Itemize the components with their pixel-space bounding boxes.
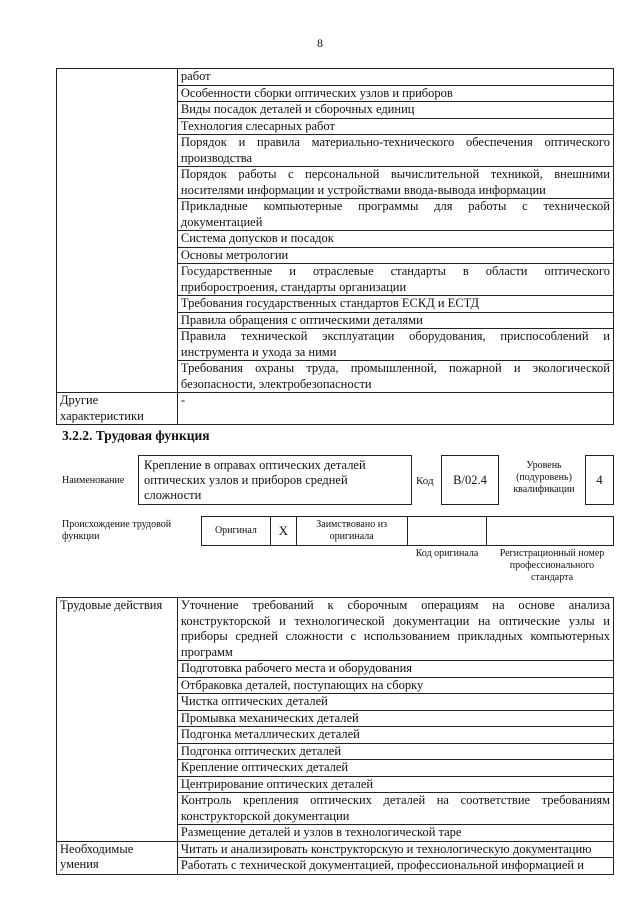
skills-label: Необходимые умения (57, 841, 178, 874)
action-item: Подгонка оптических деталей (177, 743, 613, 760)
action-item: Подгонка металлических деталей (177, 727, 613, 744)
other-characteristics-label: Другие характеристики (57, 393, 178, 425)
actions-label: Трудовые действия (57, 598, 178, 842)
knowledge-item: Государственные и отраслевые стандарты в области оптического приборостроения, стандарты организации (177, 264, 613, 296)
reg-number-label: Регистрационный номер профессионального стандарта (499, 548, 605, 583)
knowledge-item: Порядок работы с персональной вычислительной техникой, внешними носителями информации и устройствами ввода-вывода информации (177, 167, 613, 199)
original-code-label: Код оригинала (415, 548, 479, 559)
knowledge-item: Прикладные компьютерные программы для работы с технической документацией (177, 199, 613, 231)
other-characteristics-value: - (177, 393, 613, 425)
knowledge-item: Требования охраны труда, промышленной, пожарной и экологической безопасности, электробезопасности (177, 361, 613, 393)
action-item: Чистка оптических деталей (177, 694, 613, 711)
origin-label: Происхождение трудовой функции (62, 519, 172, 542)
action-item: Уточнение требований к сборочным операциям на основе анализа конструкторской и технологической документации на оптические узлы и приборы средней сложности с использованием прикладных компьютерных программ (177, 598, 613, 661)
name-label: Наименование (62, 475, 125, 486)
action-item: Крепление оптических деталей (177, 760, 613, 777)
knowledge-item: Особенности сборки оптических узлов и приборов (177, 85, 613, 102)
skill-item: Работать с технической документацией, профессиональной информацией и (177, 858, 613, 875)
action-item: Центрирование оптических деталей (177, 776, 613, 793)
knowledge-item: Требования государственных стандартов ЕСКД и ЕСТД (177, 296, 613, 313)
knowledge-item: Основы метрологии (177, 247, 613, 264)
action-item: Подготовка рабочего места и оборудования (177, 661, 613, 678)
original-code-cell (407, 516, 488, 546)
original-mark: X (270, 516, 297, 546)
knowledge-item: Система допусков и посадок (177, 231, 613, 248)
level-value-box: 4 (585, 455, 614, 505)
page-bottom-margin (0, 880, 640, 922)
code-value-box: B/02.4 (441, 455, 499, 505)
original-label: Оригинал (201, 516, 271, 546)
knowledge-item: Технология слесарных работ (177, 118, 613, 135)
action-item: Отбраковка деталей, поступающих на сборку (177, 677, 613, 694)
knowledge-label-cell (57, 69, 178, 393)
reg-number-cell (486, 516, 614, 546)
section-title: 3.2.2. Трудовая функция (62, 428, 210, 443)
skill-item: Читать и анализировать конструкторскую и технологическую документацию (177, 841, 613, 858)
page-number: 8 (317, 36, 323, 50)
knowledge-item: Правила обращения с оптическими деталями (177, 312, 613, 329)
borrowed-label: Заимствовано из оригинала (296, 516, 408, 546)
code-label: Код (416, 475, 434, 487)
action-item: Промывка механических деталей (177, 710, 613, 727)
knowledge-item: Порядок и правила материально-технического обеспечения оптического производства (177, 135, 613, 167)
function-name-box: Крепление в оправах оптических деталей оптических узлов и приборов средней сложности (138, 455, 412, 505)
actions-table (56, 597, 614, 875)
knowledge-table (56, 68, 614, 425)
origin-strip (201, 516, 614, 546)
knowledge-item: работ (177, 69, 613, 86)
knowledge-item: Виды посадок деталей и сборочных единиц (177, 102, 613, 119)
level-label: Уровень (подуровень) квалификации (513, 460, 575, 495)
action-item: Размещение деталей и узлов в технологической таре (177, 825, 613, 842)
knowledge-item: Правила технической эксплуатации оборудования, приспособлений и инструмента и ухода за ними (177, 329, 613, 361)
action-item: Контроль крепления оптических деталей на соответствие требованиям конструкторской документации (177, 793, 613, 825)
